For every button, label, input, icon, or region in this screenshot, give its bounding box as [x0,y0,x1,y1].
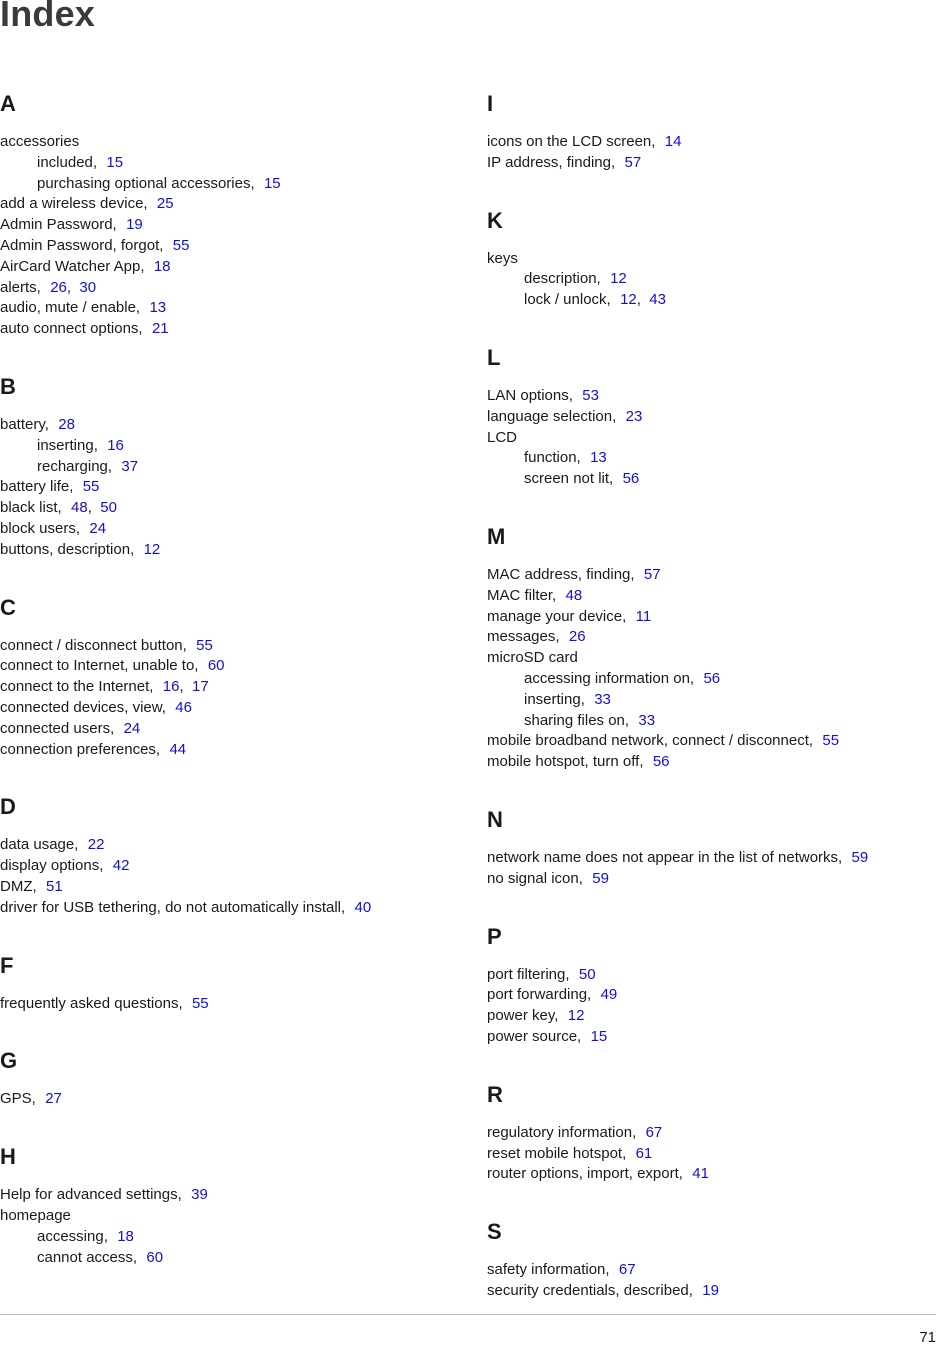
entry-term: mobile broadband network, connect / disconnect, [487,732,814,750]
page-references [149,195,174,212]
index-entry [0,698,440,719]
section-letter: D [0,794,16,820]
index-subentry [0,1227,440,1248]
page-link[interactable]: 60 [146,1248,164,1266]
index-entry [0,994,440,1015]
index-section-m [487,521,927,773]
section-letter: R [487,1081,503,1107]
entry-term: DMZ, [0,877,37,895]
index-entry [487,1144,927,1165]
entry-term: description, [524,270,601,288]
index-entry [0,835,440,856]
entry-term: connection preferences, [0,740,161,758]
entry-term: connected users, [0,719,115,737]
index-entry [487,607,927,628]
page-link[interactable]: 14 [664,133,682,150]
page-link[interactable]: 16 [162,678,180,696]
entry-term: regulatory information, [487,1123,637,1141]
index-entry [487,565,927,586]
page-link[interactable]: 18 [117,1227,134,1245]
index-section-d [0,791,440,918]
page-link[interactable]: 21 [151,320,169,338]
page-link[interactable]: 16 [107,436,124,454]
entry-term: network name does not appear in the list of networks, [487,848,843,866]
entry-term: power key, [487,1007,559,1025]
entry-term: recharging, [37,457,113,475]
page-references [616,154,641,171]
page-link[interactable]: 26 [568,628,586,646]
page-number: 71 [919,1329,936,1346]
section-letter: G [0,1048,18,1074]
page-link[interactable]: 60 [207,657,225,675]
index-subentry [0,457,440,478]
entry-term: MAC address, finding, [487,565,635,583]
entry-term: connect to Internet, unable to, [0,657,199,675]
index-entry [487,627,927,648]
index-section-k [487,205,927,311]
index-section-f [0,950,440,1015]
entry-term: messages, [487,628,560,646]
entry-term: Admin Password, [0,216,117,234]
index-entry [487,407,927,428]
page-references [167,699,192,716]
page-link[interactable]: 44 [169,740,187,758]
footer-divider [0,1314,936,1315]
index-entry [0,278,440,299]
entry-term: audio, mute / enable, [0,299,141,317]
page-references [184,995,209,1012]
entry-term: IP address, finding, [487,153,616,171]
page-references [135,541,160,558]
entry-term: buttons, description, [0,540,135,558]
page-references [695,670,720,687]
page-link[interactable]: 67 [645,1123,663,1141]
page-references [559,1007,584,1024]
entry-term: cannot access, [37,1248,138,1266]
page-references [636,566,661,583]
page-references [141,299,166,316]
page-title: Index [0,0,96,34]
section-letter: S [487,1219,502,1245]
page-link[interactable]: 59 [851,848,869,866]
entry-term: accessories [0,133,80,150]
entry-term: mobile hotspot, turn off, [487,753,644,771]
page-references [188,637,213,654]
page-link[interactable]: 51 [46,877,63,895]
index-entry [0,1089,440,1110]
page-link[interactable]: 12 [610,270,627,288]
page-link[interactable]: 33 [594,690,611,708]
index-section-a [0,88,440,340]
index-entry [0,898,440,919]
page-references [37,1090,62,1107]
entry-term: accessing information on, [524,669,695,687]
page-references [586,691,611,708]
index-entry [487,132,927,153]
index-entry [487,848,927,869]
page-link[interactable]: 55 [82,478,100,496]
section-letter: P [487,923,502,949]
index-entry [0,656,440,677]
index-column-left [0,88,440,1299]
entry-term: alerts, [0,278,41,296]
page-link[interactable]: 26 [50,278,67,296]
entry-term: icons on the LCD screen, [487,133,656,150]
index-entry [487,965,927,986]
page-link[interactable]: 56 [703,669,721,687]
page-references [592,986,617,1003]
index-entry [0,1185,440,1206]
entry-term: microSD card [487,649,578,667]
page-link[interactable]: 37 [121,457,139,475]
page-link[interactable]: 15 [590,1027,608,1045]
index-entry [487,249,927,270]
page-link[interactable]: 48 [71,499,88,517]
page-references [561,628,586,645]
index-entry [0,132,440,153]
entry-term: driver for USB tethering, do not automatically install, [0,898,346,916]
entry-term: black list, [0,499,62,517]
index-section-i [487,88,927,174]
entry-term: no signal icon, [487,869,583,887]
index-entry [0,498,440,519]
page-references [614,470,639,487]
page-link[interactable]: 67 [618,1261,636,1279]
index-entry [487,731,927,752]
entry-term: block users, [0,519,81,537]
page-references [79,836,104,853]
index-entry [0,415,440,436]
page-references: 12, 43 [620,291,666,309]
page-references [656,133,681,150]
page-references [164,237,189,254]
index-entry [487,648,927,669]
entry-term: inserting, [524,690,585,708]
page-link[interactable]: 46 [175,698,192,716]
page-references [109,1228,134,1245]
page-link[interactable]: 50 [100,499,117,517]
page-link[interactable]: 57 [624,153,642,171]
entry-term: LAN options, [487,386,573,404]
index-section-b [0,371,440,561]
entry-term: display options, [0,857,104,875]
page-references [50,416,75,433]
section-letter: B [0,373,16,399]
index-entry [0,194,440,215]
entry-term: lock / unlock, [524,291,611,309]
page-references [146,258,171,275]
entry-term: inserting, [37,436,98,454]
page-link[interactable]: 11 [635,607,652,625]
index-section-c [0,592,440,761]
entry-term: safety information, [487,1261,610,1279]
index-subentry [487,690,927,711]
entry-term: connect to the Internet, [0,678,154,696]
index-section-n [487,804,927,890]
page-references [582,1028,607,1045]
page-references [627,1145,652,1162]
page-references [557,587,582,604]
page-references [630,712,655,729]
section-letter: L [487,344,501,370]
page-references [118,216,143,233]
index-section-s [487,1216,927,1302]
page-link[interactable]: 50 [578,965,596,983]
entry-term: included, [37,153,98,171]
page-link[interactable]: 24 [89,519,107,537]
page-references [81,520,106,537]
page-references: 48, 50 [71,499,117,517]
index-entry [0,540,440,561]
page-link[interactable]: 15 [263,174,281,192]
entry-term: accessing, [37,1227,108,1245]
entry-term: power source, [487,1027,582,1045]
index-entry [487,869,927,890]
page-link[interactable]: 19 [126,216,143,234]
page-references [144,320,169,337]
index-entry [487,586,927,607]
page-link[interactable]: 57 [643,565,661,583]
page-link[interactable]: 53 [582,386,599,404]
page-link[interactable]: 25 [156,195,174,213]
page-references [814,732,839,749]
page-references [113,458,138,475]
page-references [602,270,627,287]
index-section-g [0,1045,440,1110]
page-references: 26, 30 [50,278,97,296]
page-link[interactable]: 12 [567,1007,585,1025]
index-entry [487,985,927,1006]
entry-term: manage your device, [487,607,627,625]
page-link[interactable]: 22 [87,836,105,854]
page-references [571,966,596,983]
index-entry [0,298,440,319]
index-subentry [487,711,927,732]
index-section-h [0,1141,440,1268]
page-references [843,849,868,866]
page-references [627,608,651,625]
page-references [98,154,123,171]
index-entry [487,1027,927,1048]
page-link[interactable]: 59 [592,869,609,887]
page-link[interactable]: 39 [191,1186,208,1204]
page-references [38,878,63,895]
index-subentry [0,436,440,457]
page-link[interactable]: 48 [565,586,583,604]
page-link[interactable]: 55 [822,732,840,750]
page-link[interactable]: 49 [600,986,618,1004]
page-link[interactable]: 55 [172,236,190,254]
page-references [644,753,669,770]
index-entry [0,1206,440,1227]
entry-term: connected devices, view, [0,698,166,716]
index-entry [0,740,440,761]
page-references [104,857,129,874]
section-letter: I [487,91,494,116]
entry-term: Admin Password, forgot, [0,236,164,254]
page-link[interactable]: 55 [196,636,213,654]
page-link[interactable]: 13 [149,299,167,317]
page-link[interactable]: 55 [191,994,209,1012]
index-entry [0,477,440,498]
page-link[interactable]: 19 [702,1281,719,1299]
page-references [584,870,609,887]
page-link[interactable]: 56 [652,753,670,771]
entry-term: keys [487,249,518,267]
entry-term: battery, [0,415,49,433]
index-entry [0,215,440,236]
index-entry [0,519,440,540]
page-link[interactable]: 12 [620,291,637,309]
entry-term: GPS, [0,1090,36,1108]
page-references [115,720,140,737]
index-entry [0,856,440,877]
page-link[interactable]: 18 [153,257,171,275]
index-section-l [487,342,927,490]
entry-term: port forwarding, [487,986,592,1004]
section-letter: K [487,207,503,233]
index-subentry [487,669,927,690]
page-references [183,1186,208,1203]
index-column-right [487,88,927,1333]
page-references [74,478,99,495]
page-references [582,449,607,466]
index-entry [487,428,927,449]
page-references [138,1249,163,1266]
index-entry [487,153,927,174]
section-letter: F [0,952,14,978]
page-references [617,408,642,425]
page-link[interactable]: 33 [638,711,656,729]
index-subentry [0,174,440,195]
entry-term: function, [524,449,581,467]
entry-term: connect / disconnect button, [0,636,187,654]
page-link[interactable]: 30 [79,278,97,296]
entry-term: reset mobile hotspot, [487,1144,627,1162]
page-link[interactable]: 17 [191,678,209,696]
page-references [637,1124,662,1141]
page-references [574,387,599,404]
index-subentry [487,448,927,469]
page-link[interactable]: 56 [622,470,640,488]
section-letter: C [0,594,16,620]
index-subentry [487,469,927,490]
index-entry [487,1260,927,1281]
index-entry [487,1164,927,1185]
index-section-r [487,1079,927,1185]
page-link[interactable]: 12 [143,540,161,558]
page-link[interactable]: 23 [625,407,643,425]
page-references [611,1261,636,1278]
section-letter: H [0,1144,16,1170]
index-entry [0,257,440,278]
index-subentry [0,1248,440,1269]
page-link[interactable]: 27 [45,1090,62,1108]
entry-term: screen not lit, [524,470,614,488]
page-link[interactable]: 42 [112,857,130,875]
page-link[interactable]: 61 [635,1144,653,1162]
index-entry [0,236,440,257]
entry-term: frequently asked questions, [0,994,183,1012]
index-entry [487,752,927,773]
index-entry [0,677,440,698]
entry-term: add a wireless device, [0,195,148,213]
page-references [161,741,186,758]
entry-term: battery life, [0,478,74,496]
section-letter: A [0,91,16,116]
page-link[interactable]: 43 [649,291,666,309]
entry-term: LCD [487,428,518,446]
index-subentry [0,153,440,174]
entry-term: port filtering, [487,965,570,983]
entry-term: sharing files on, [524,711,630,729]
page-link[interactable]: 24 [123,719,141,737]
entry-term: AirCard Watcher App, [0,257,145,275]
index-entry [487,1006,927,1027]
index-subentry [487,290,927,311]
index-entry [487,1281,927,1302]
index-entry [0,877,440,898]
entry-term: auto connect options, [0,320,143,338]
page-link[interactable]: 40 [354,898,372,916]
index-entry [0,319,440,340]
page-references [99,437,124,454]
page-link[interactable]: 13 [590,449,607,467]
page-link[interactable]: 41 [692,1165,709,1183]
entry-term: purchasing optional accessories, [37,174,255,192]
section-letter: N [487,806,503,832]
entry-term: MAC filter, [487,586,557,604]
index-subentry [487,269,927,290]
page-references [694,1282,719,1299]
page-references [346,899,371,916]
entry-term: homepage [0,1206,71,1224]
entry-term: router options, import, export, [487,1165,683,1183]
index-entry [0,719,440,740]
page-link[interactable]: 28 [58,415,75,433]
page-references [256,175,281,192]
index-entry [487,386,927,407]
entry-term: Help for advanced settings, [0,1186,182,1204]
index-section-p [487,921,927,1048]
index-entry [487,1123,927,1144]
page-link[interactable]: 15 [106,153,124,171]
page-references [199,657,224,674]
page-references: 16, 17 [162,678,209,696]
entry-term: security credentials, described, [487,1281,693,1299]
index-entry [0,636,440,657]
entry-term: language selection, [487,407,617,425]
page-references [684,1165,709,1182]
section-letter: M [487,523,506,549]
entry-term: data usage, [0,836,79,854]
